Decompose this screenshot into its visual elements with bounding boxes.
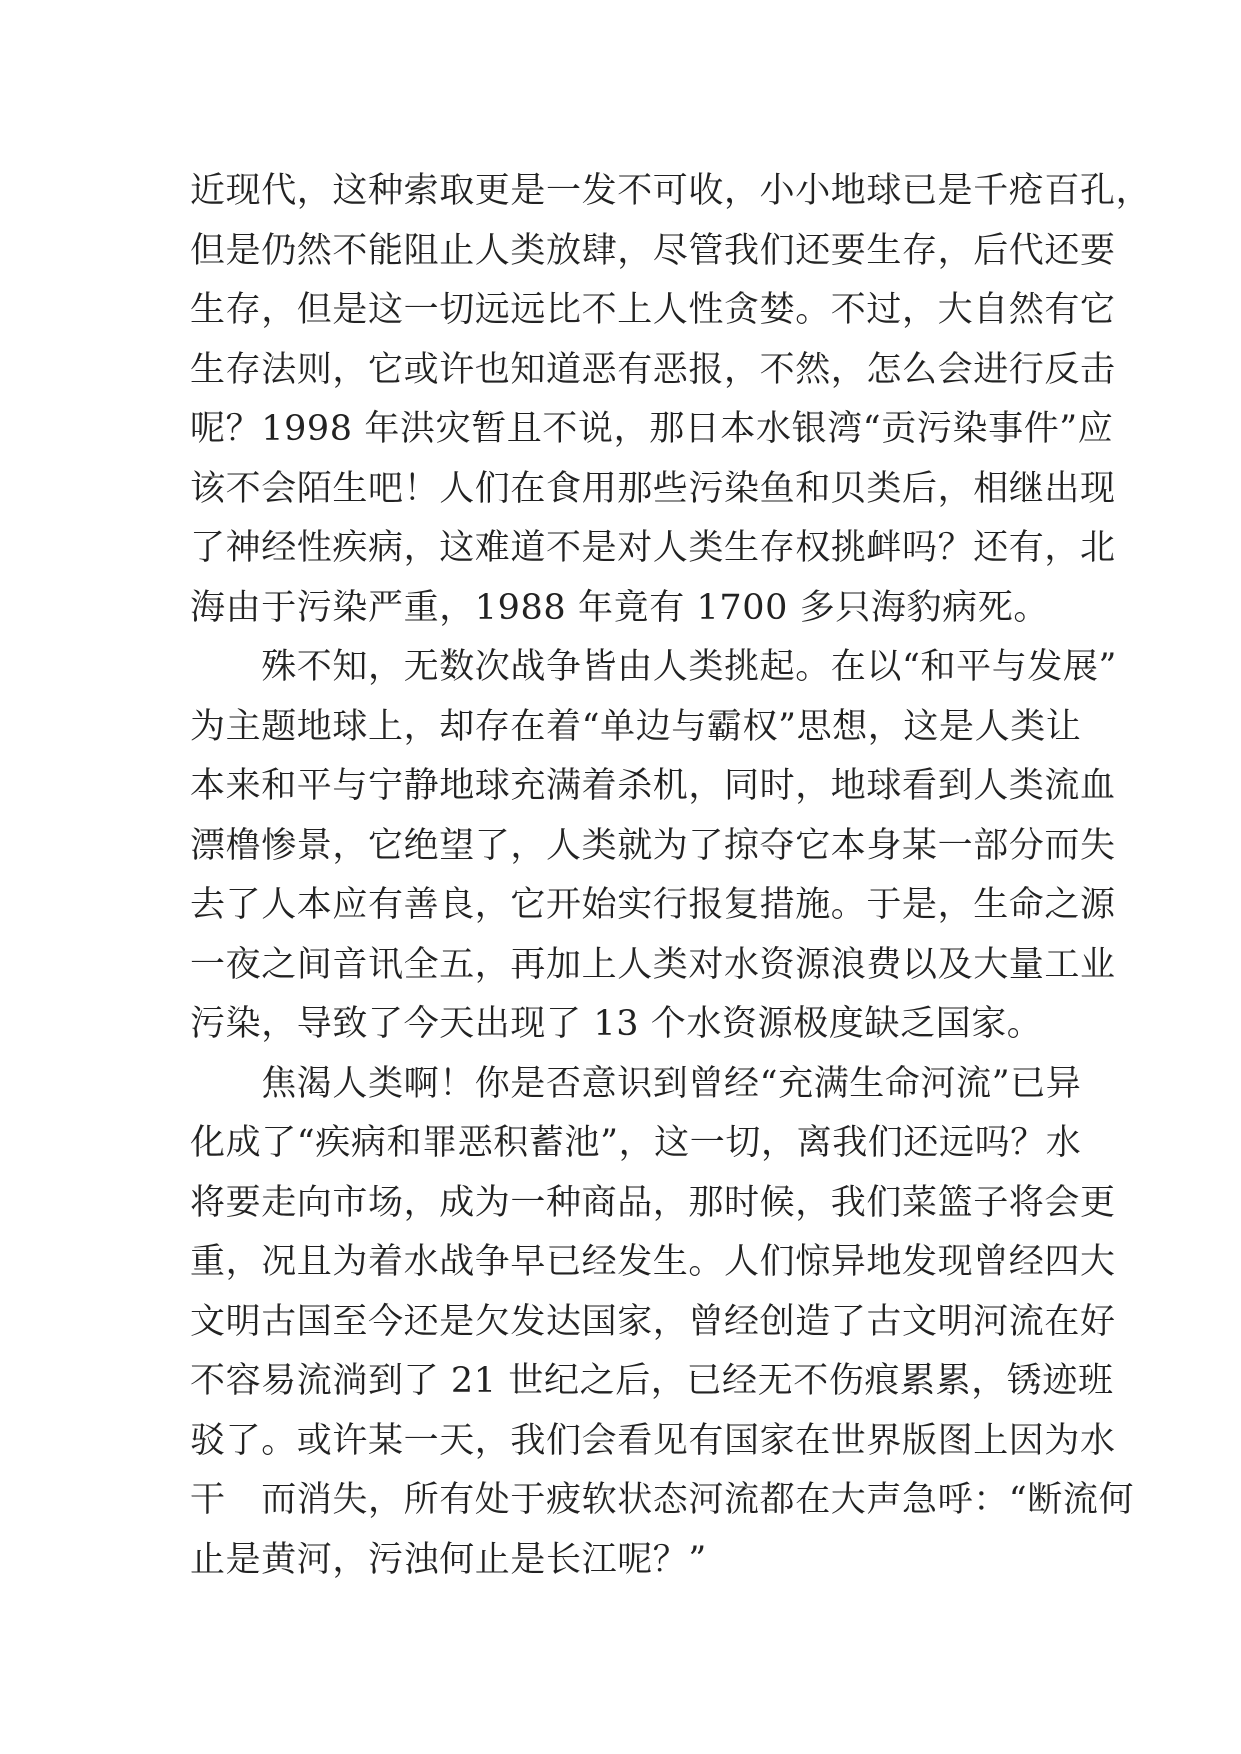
text-line: 海由于污染严重，1988 年竟有 1700 多只海豹病死。 xyxy=(190,587,1049,628)
text-line: 重，况且为着水战争早已经发生。人们惊异地发现曾经四大 xyxy=(190,1242,1116,1282)
text-line: 去了人本应有善良，它开始实行报复措施。于是，生命之源 xyxy=(190,885,1116,925)
text-line: 不容易流淌到了 21 世纪之后，已经无不伤痕累累，锈迹班 xyxy=(190,1361,1114,1401)
text-line: 焦渴人类啊！你是否意识到曾经“充满生命河流”已异 xyxy=(190,1063,1082,1104)
text-line: 止是黄河，污浊何止是长江呢？” xyxy=(190,1539,707,1580)
text-line: 但是仍然不能阻止人类放肆，尽管我们还要生存，后代还要 xyxy=(190,230,1116,271)
text-line: 文明古国至今还是欠发达国家，曾经创造了古文明河流在好 xyxy=(190,1301,1116,1342)
text-line: 为主题地球上，却存在着“单边与霸权”思想，这是人类让 xyxy=(190,706,1082,747)
document-body xyxy=(190,162,1152,1590)
text-line: 驳了。或许某一天，我们会看见有国家在世界版图上因为水 xyxy=(190,1420,1116,1461)
text-line: 化成了“疾病和罪恶积蓄池”，这一切，离我们还远吗？水 xyxy=(190,1123,1082,1163)
text-line: 干 而消失，所有处于疲软状态河流都在大声急呼：“断流何 xyxy=(190,1480,1135,1520)
text-line: 呢？1998 年洪灾暂且不说，那日本水银湾“贡污染事件”应 xyxy=(190,409,1114,449)
text-line: 漂橹惨景，它绝望了，人类就为了掠夺它本身某一部分而失 xyxy=(190,825,1116,866)
text-line: 一夜之间音讯全五，再加上人类对水资源浪费以及大量工业 xyxy=(190,944,1116,985)
text-line: 污染，导致了今天出现了 13 个水资源极度缺乏国家。 xyxy=(190,1004,1043,1044)
text-line: 将要走向市场，成为一种商品，那时候，我们菜篮子将会更 xyxy=(190,1182,1116,1223)
text-line: 本来和平与宁静地球充满着杀机，同时，地球看到人类流血 xyxy=(190,766,1116,806)
text-line: 了神经性疾病，这难道不是对人类生存权挑衅吗？还有，北 xyxy=(190,528,1116,568)
text-line: 殊不知，无数次战争皆由人类挑起。在以“和平与发展” xyxy=(190,647,1117,687)
text-line: 该不会陌生吧！人们在食用那些污染鱼和贝类后，相继出现 xyxy=(190,468,1116,509)
text-line: 近现代，这种索取更是一发不可收，小小地球已是千疮百孔， xyxy=(190,171,1152,211)
text-line: 生存法则，它或许也知道恶有恶报，不然，怎么会进行反击 xyxy=(190,349,1116,390)
text-line: 生存，但是这一切远远比不上人性贪婪。不过，大自然有它 xyxy=(190,290,1116,330)
